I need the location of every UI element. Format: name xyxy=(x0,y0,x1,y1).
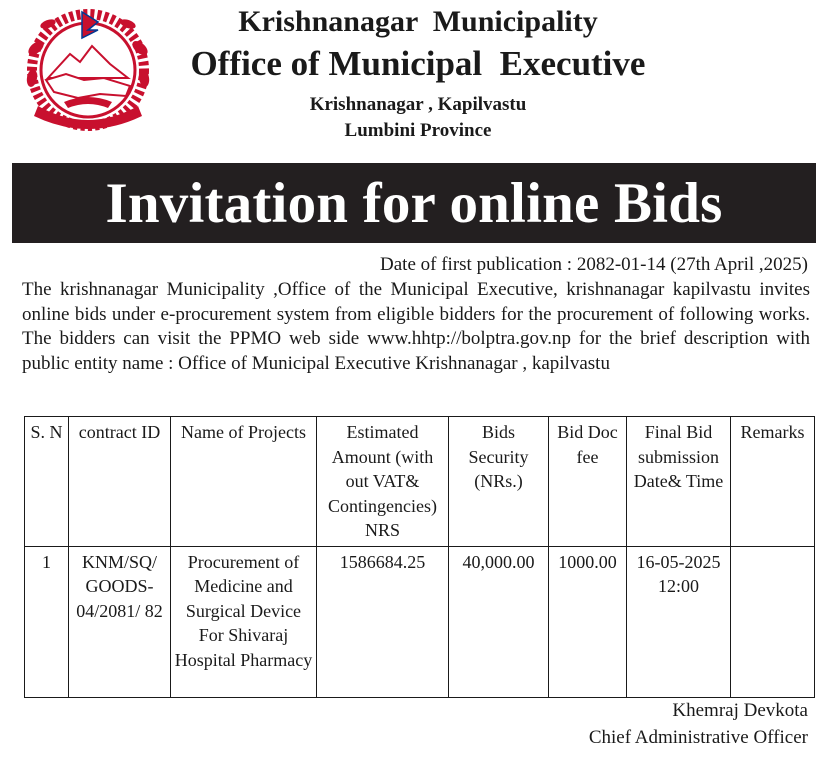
header-project-name: Name of Projects xyxy=(171,417,317,547)
mountain-icon xyxy=(48,46,128,78)
cell-sn: 1 xyxy=(25,546,69,697)
header-submission-date: Final Bid submission Date& Time xyxy=(627,417,731,547)
cell-bid-security: 40,000.00 xyxy=(449,546,549,697)
office-address: Krishnanagar , Kapilvastu xyxy=(309,94,527,115)
office-name: Office of Municipal Executive xyxy=(190,44,646,83)
notice-intro: The krishnanagar Municipality ,Office of the Municipal Executive, krishnanagar kapilvastu invites online bids under e-procurement system from eligible bidders for the procurement of following works. The bidders can visit the PPMO web side www.hhtp://bolptra.gov.np for the brief description with public entity name : Office of Municipal Executive Krishnanagar , kapilvastu xyxy=(22,279,810,374)
signature-block xyxy=(589,697,808,751)
header-estimated-amount: Estimated Amount (with out VAT& Contingencies) NRS xyxy=(317,417,449,547)
table-header-row xyxy=(25,417,815,547)
header-sn: S. N xyxy=(25,417,69,547)
table-row xyxy=(25,546,815,697)
cell-remarks xyxy=(731,546,815,697)
publication-date: Date of first publication : 2082-01-14 (27th April ,2025) xyxy=(380,254,808,275)
province-name: Lumbini Province xyxy=(344,120,492,141)
cell-submission-date: 16-05-2025 12:00 xyxy=(627,546,731,697)
notice-title: Invitation for online Bids xyxy=(105,171,723,235)
header-bid-security: Bids Security (NRs.) xyxy=(449,417,549,547)
cell-contract-id: KNM/SQ/ GOODS-04/2081/ 82 xyxy=(69,546,171,697)
cell-project-name: Procurement of Medicine and Surgical Device For Shivaraj Hospital Pharmacy xyxy=(171,546,317,697)
nepal-emblem-logo xyxy=(18,8,158,134)
cell-doc-fee: 1000.00 xyxy=(549,546,627,697)
handshake-icon xyxy=(64,97,112,108)
masthead xyxy=(160,4,676,144)
bids-table xyxy=(24,416,815,698)
cell-estimated-amount: 1586684.25 xyxy=(317,546,449,697)
signer-name: Khemraj Devkota xyxy=(672,700,808,721)
notice-banner xyxy=(12,163,816,243)
municipality-name: Krishnanagar Municipality xyxy=(238,5,598,38)
header-doc-fee: Bid Doc fee xyxy=(549,417,627,547)
header-remarks: Remarks xyxy=(731,417,815,547)
signer-title: Chief Administrative Officer xyxy=(588,727,808,748)
header-contract-id: contract ID xyxy=(69,417,171,547)
